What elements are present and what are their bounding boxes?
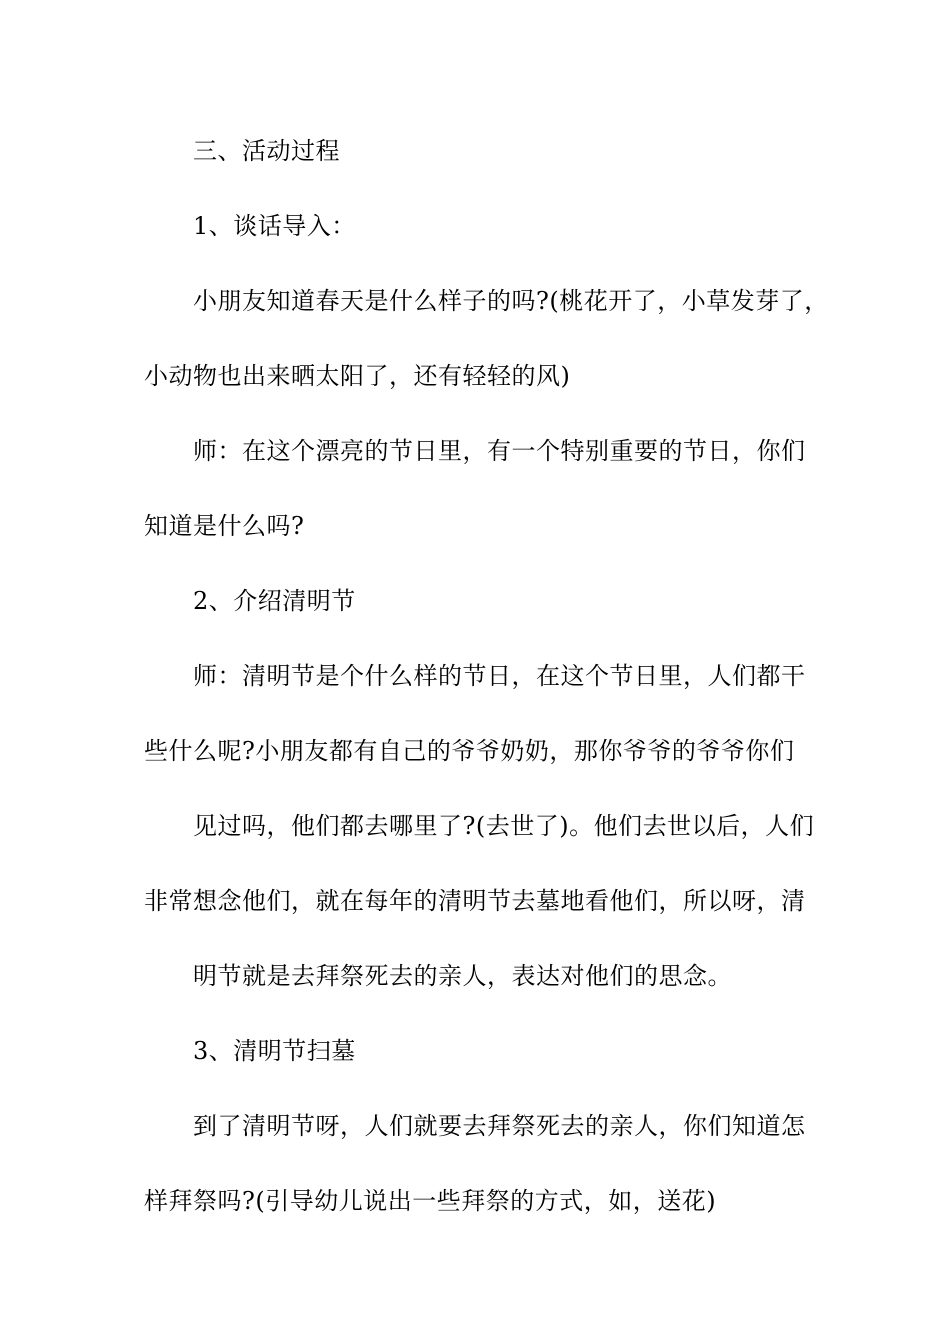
paragraph-line: 师：在这个漂亮的节日里，有一个特别重要的节日，你们 — [193, 437, 806, 465]
paragraph-line: 师：清明节是个什么样的节日，在这个节日里，人们都干 — [193, 662, 806, 690]
section-heading-activity-process: 三、活动过程 — [193, 137, 340, 165]
subheading-conversation-intro: 1、谈话导入： — [193, 212, 356, 240]
subheading-tomb-sweeping: 3、清明节扫墓 — [193, 1037, 356, 1065]
paragraph-line: 样拜祭吗?(引导幼儿说出一些拜祭的方式，如，送花) — [144, 1187, 717, 1215]
paragraph-line: 小朋友知道春天是什么样子的吗?(桃花开了，小草发芽了， — [193, 287, 829, 315]
paragraph-line: 明节就是去拜祭死去的亲人，表达对他们的思念。 — [193, 962, 732, 990]
paragraph-line: 小动物也出来晒太阳了，还有轻轻的风) — [144, 362, 571, 390]
paragraph-line: 到了清明节呀，人们就要去拜祭死去的亲人，你们知道怎 — [193, 1112, 806, 1140]
paragraph-line: 见过吗，他们都去哪里了?(去世了)。他们去世以后，人们 — [193, 812, 815, 840]
subheading-introduce-qingming: 2、介绍清明节 — [193, 587, 356, 615]
paragraph-line: 些什么呢?小朋友都有自己的爷爷奶奶，那你爷爷的爷爷你们 — [144, 737, 795, 765]
paragraph-line: 知道是什么吗? — [144, 512, 305, 540]
paragraph-line: 非常想念他们，就在每年的清明节去墓地看他们，所以呀，清 — [144, 887, 806, 915]
